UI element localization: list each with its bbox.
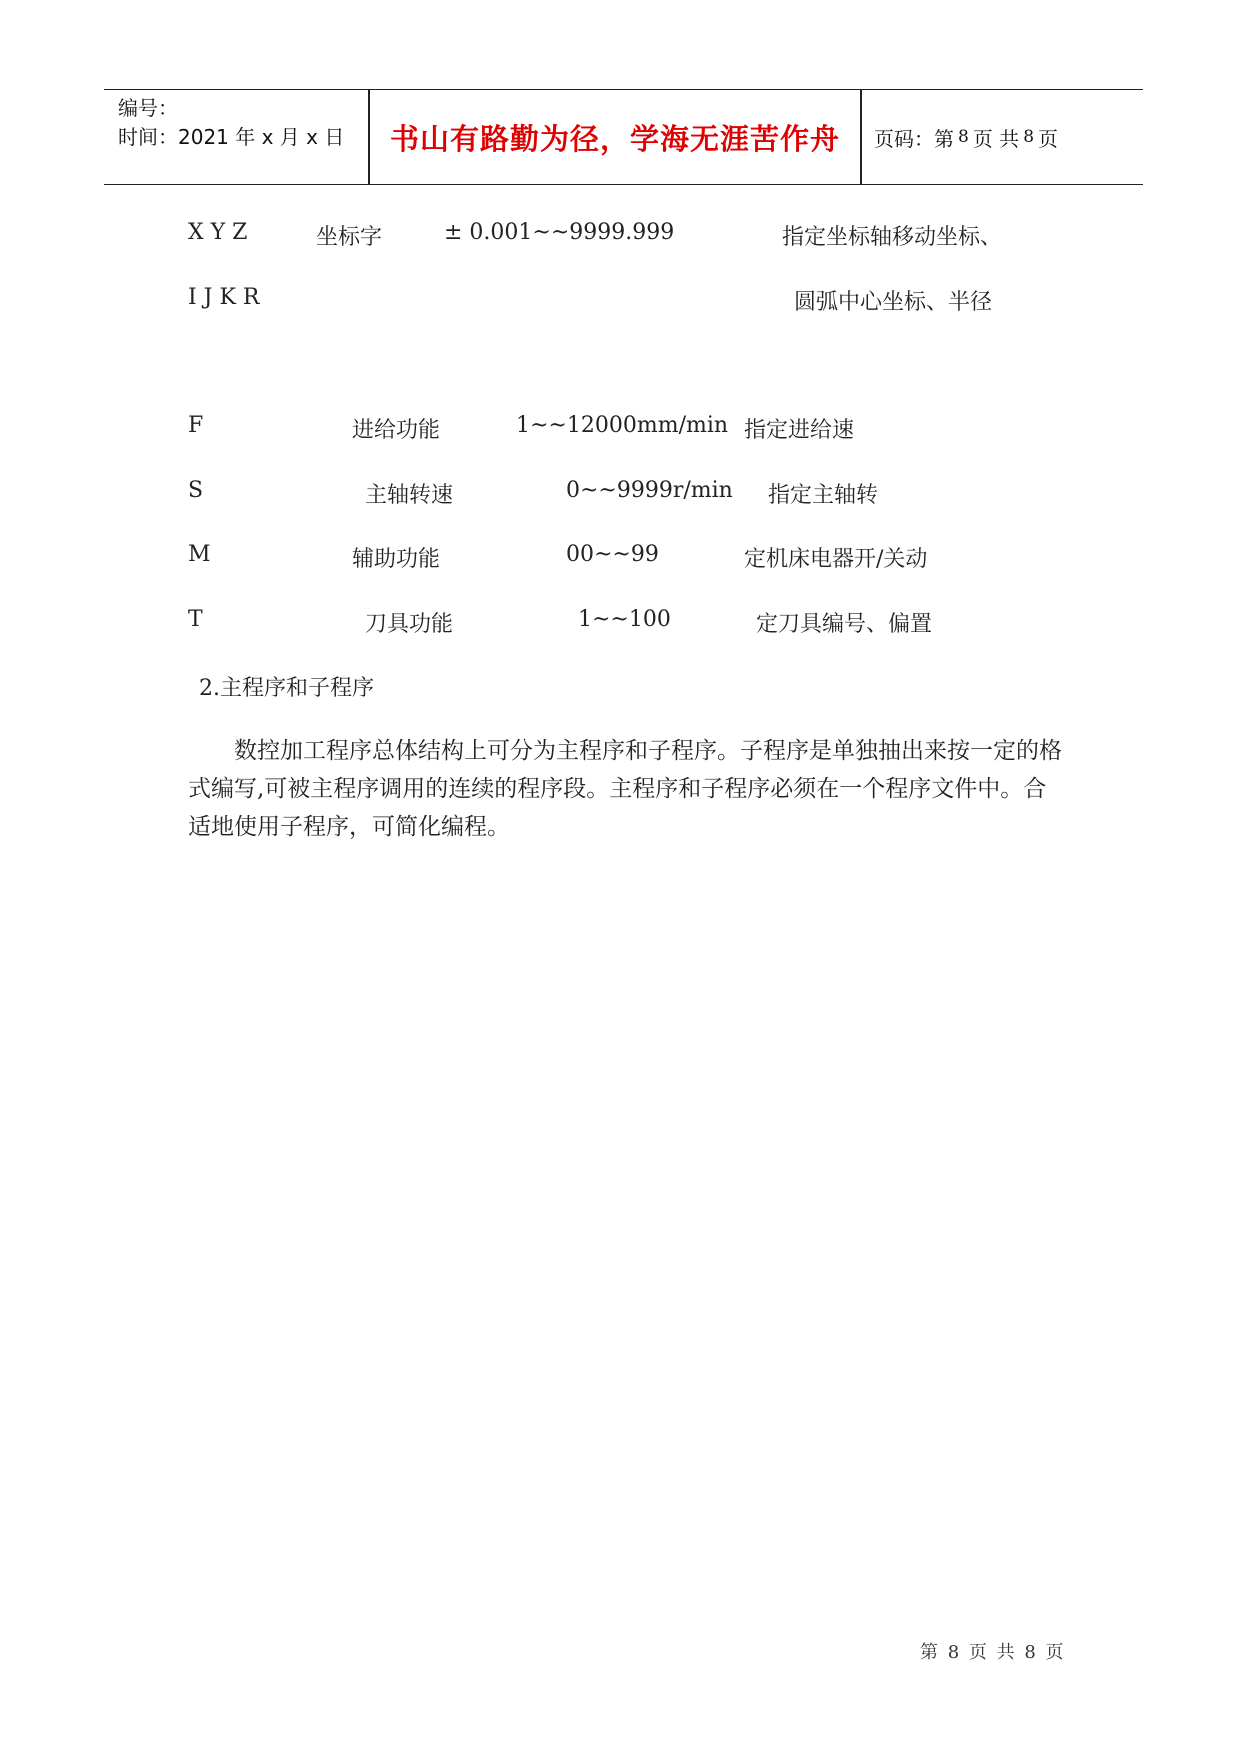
table-row — [0, 478, 1241, 508]
code-cell: I J K R — [188, 285, 260, 310]
function-cell: 辅助功能 — [352, 547, 441, 572]
page-label: 页码：第 — [874, 126, 954, 151]
header-page-info — [874, 90, 1058, 184]
function-cell: 进给功能 — [352, 418, 441, 443]
page-total: 8 — [1023, 127, 1035, 147]
header-meta — [118, 94, 344, 152]
document-date: 时间：2021 年 x 月 x 日 — [118, 125, 345, 149]
code-cell: M — [188, 542, 211, 567]
page-footer: 第 8 页 共 8 页 — [920, 1642, 1066, 1663]
range-cell: 0~~9999r/min — [566, 478, 733, 503]
page-header — [104, 89, 1143, 185]
table-row — [0, 607, 1241, 637]
description-cell: 指定主轴转 — [768, 483, 879, 508]
header-motto: 书山有路勤为径，学海无涯苦作舟 — [389, 121, 840, 156]
range-cell: 00~~99 — [566, 542, 659, 567]
table-row — [0, 542, 1241, 572]
code-cell: F — [188, 413, 204, 438]
code-cell: X Y Z — [188, 220, 248, 245]
description-cell: 定刀具编号、偏置 — [756, 612, 933, 637]
description-cell: 指定进给速 — [744, 418, 855, 443]
range-cell: ± 0.001~~9999.999 — [444, 220, 675, 245]
function-cell: 刀具功能 — [365, 612, 454, 637]
body-paragraph: 数控加工程序总体结构上可分为主程序和子程序。子程序是单独抽出来按一定的格式编写,可被主程序调用的连续的程序段。主程序和子程序必须在一个程序文件中。合适地使用子程序，可简化编程。 — [188, 738, 1062, 840]
document-number-label: 编号： — [118, 96, 178, 120]
description-cell: 定机床电器开/关动 — [744, 547, 928, 572]
page-mid-label: 页 共 — [972, 126, 1020, 151]
table-row — [0, 413, 1241, 443]
code-cell: S — [188, 478, 204, 503]
range-cell: 1~~100 — [578, 607, 671, 632]
function-cell: 主轴转速 — [365, 483, 454, 508]
page-number: 8 — [958, 127, 969, 147]
page-end-label: 页 — [1038, 126, 1059, 151]
table-row — [0, 285, 1241, 315]
header-divider — [860, 90, 862, 184]
description-cell: 圆弧中心坐标、半径 — [794, 290, 993, 315]
table-row — [0, 220, 1241, 250]
range-cell: 1~~12000mm/min — [516, 413, 729, 438]
function-cell: 坐标字 — [316, 225, 383, 250]
code-cell: T — [188, 607, 203, 632]
description-cell: 指定坐标轴移动坐标、 — [782, 225, 1003, 250]
section-heading: 2.主程序和子程序 — [199, 676, 374, 701]
